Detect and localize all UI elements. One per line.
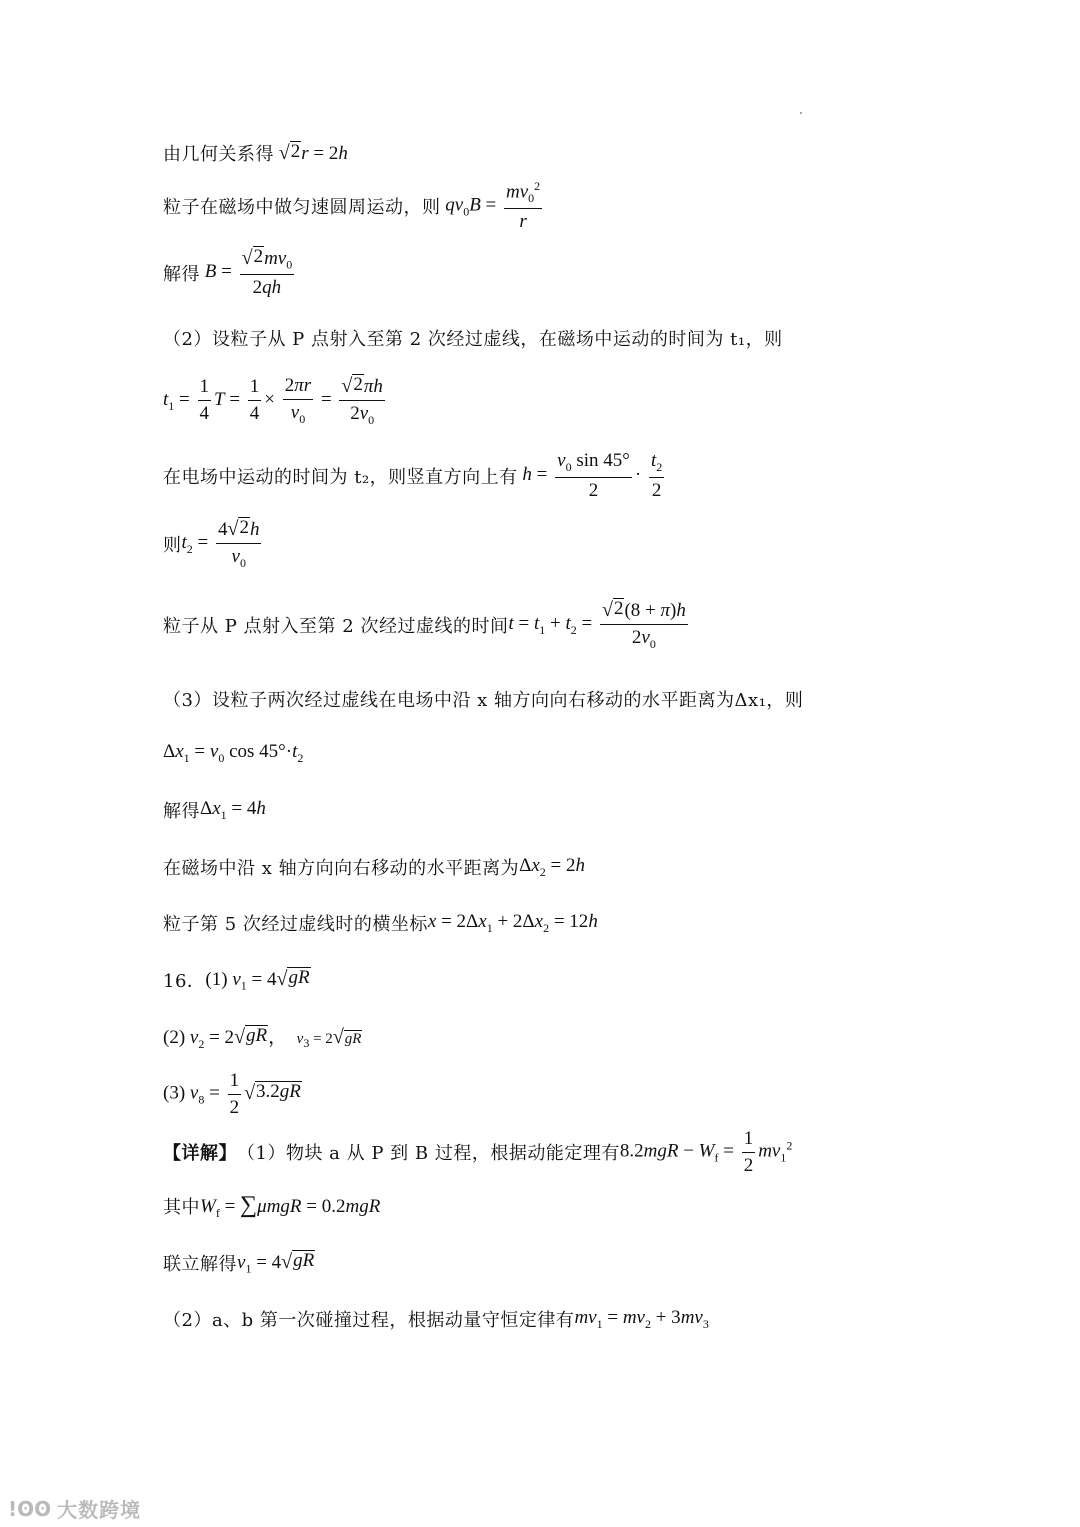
line-dx1-formula <box>163 741 303 766</box>
formula: (2) $v_2 = 2$ √ gR ， $v_3 = 2$ √ gR <box>163 1025 362 1051</box>
formula: $mv_1 = mv_2 + 3mv_3$ <box>574 1306 709 1331</box>
watermark <box>8 1494 141 1523</box>
line-total-time <box>163 598 691 651</box>
line-text: 解得 <box>163 263 200 285</box>
formula: $8.2mgR - W_f$ = $\frac{1}{2}$ $mv_1^2$ <box>619 1128 793 1176</box>
line-text: 粒子从 P 点射入至第 2 次经过虚线的时间 <box>163 615 509 637</box>
line-dx1-result <box>163 797 266 823</box>
line-part2-intro <box>163 325 783 351</box>
line-momentum <box>163 1306 709 1332</box>
watermark-text: 大数跨境 <box>57 1498 142 1522</box>
line-q16-answer3 <box>163 1070 302 1119</box>
line-work-friction <box>163 1192 380 1221</box>
line-circular-motion <box>163 180 545 233</box>
line-part3-intro <box>163 686 803 712</box>
line-text: （2）设粒子从 P 点射入至第 2 次经过虚线，在磁场中运动的时间为 t₁，则 <box>163 329 783 350</box>
line-solve-B <box>163 246 297 299</box>
formula: $qv_0B$ = $\frac{mv_0^2}{r}$ <box>445 179 541 232</box>
line-detail-part1 <box>163 1128 792 1177</box>
line-x-coordinate <box>163 910 598 936</box>
line-text: （3）设粒子两次经过虚线在电场中沿 x 轴方向向右移动的水平距离为Δx₁，则 <box>163 690 804 711</box>
line-q16-answer2 <box>163 1022 362 1052</box>
formula: √ 2 r = 2h <box>278 141 348 164</box>
formula: $t_2$ = 4 √ 2 h $v_0$ <box>181 517 260 570</box>
line-t2-result <box>163 517 264 570</box>
line-text: 粒子在磁场中做匀速圆周运动，则 <box>163 197 441 219</box>
formula: $t = t_1 + t_2$ = √ 2 (8 + π)h $2v_0$ <box>508 598 686 651</box>
formula: $t_1$ = $\frac{1}{4}$ T = $\frac{1}{4}$ × $\frac{2\pi r}{v_0}$ = √ 2 πh $2v_0$ <box>163 374 383 427</box>
detail-heading: 【详解】 <box>163 1143 237 1165</box>
line-text: 解得 <box>163 801 200 822</box>
line-dx2 <box>163 854 585 880</box>
line-q16-answer1 <box>163 967 311 994</box>
formula: $x = 2\Delta x_1 + 2\Delta x_2 = 12h$ <box>427 910 598 935</box>
line-text: 16． <box>163 971 206 993</box>
line-text: （1）物块 a 从 P 到 B 过程，根据动能定理有 <box>237 1143 620 1165</box>
formula: $W_f = \sum\mu mgR = 0.2mgR$ <box>200 1192 381 1220</box>
line-electric-time <box>163 450 667 501</box>
formula: B = √ 2 $mv_0$ 2qh <box>204 246 293 299</box>
line-t1-formula <box>163 374 388 427</box>
line-v1-result <box>163 1250 315 1277</box>
line-text: （2）a、b 第一次碰撞过程，根据动量守恒定律有 <box>163 1310 575 1331</box>
line-text: 在磁场中沿 x 轴方向向右移动的水平距离为 <box>163 858 520 879</box>
line-text: 由几何关系得 <box>163 144 274 165</box>
formula: $\Delta x_1 = 4h$ <box>200 797 266 822</box>
watermark-logo-icon: !ʘʘ <box>8 1496 52 1521</box>
formula: (1) $v_1 = 4$ √ gR <box>205 967 310 993</box>
line-text: 在电场中运动的时间为 t₂，则竖直方向上有 <box>163 466 518 488</box>
stray-dot <box>800 112 802 114</box>
formula: h = $\frac{v_0 \sin 45^\circ}{2}$ · $\frac{t_2}{2}$ <box>522 450 663 501</box>
formula: (3) $v_8$ = $\frac{1}{2}$ √ 3.2gR <box>163 1070 301 1118</box>
line-text: 其中 <box>163 1197 200 1219</box>
line-text: 则 <box>163 534 182 556</box>
line-text: 联立解得 <box>163 1254 237 1276</box>
formula: $\Delta x_1 = v_0$ $\cos 45^\circ\cdot t_2$ <box>163 741 304 765</box>
line-geometry <box>163 140 348 166</box>
formula: $v_1 = 4$ √ gR <box>237 1250 315 1276</box>
formula: $\Delta x_2 = 2h$ <box>519 854 585 879</box>
line-text: 粒子第 5 次经过虚线时的横坐标 <box>163 914 428 935</box>
